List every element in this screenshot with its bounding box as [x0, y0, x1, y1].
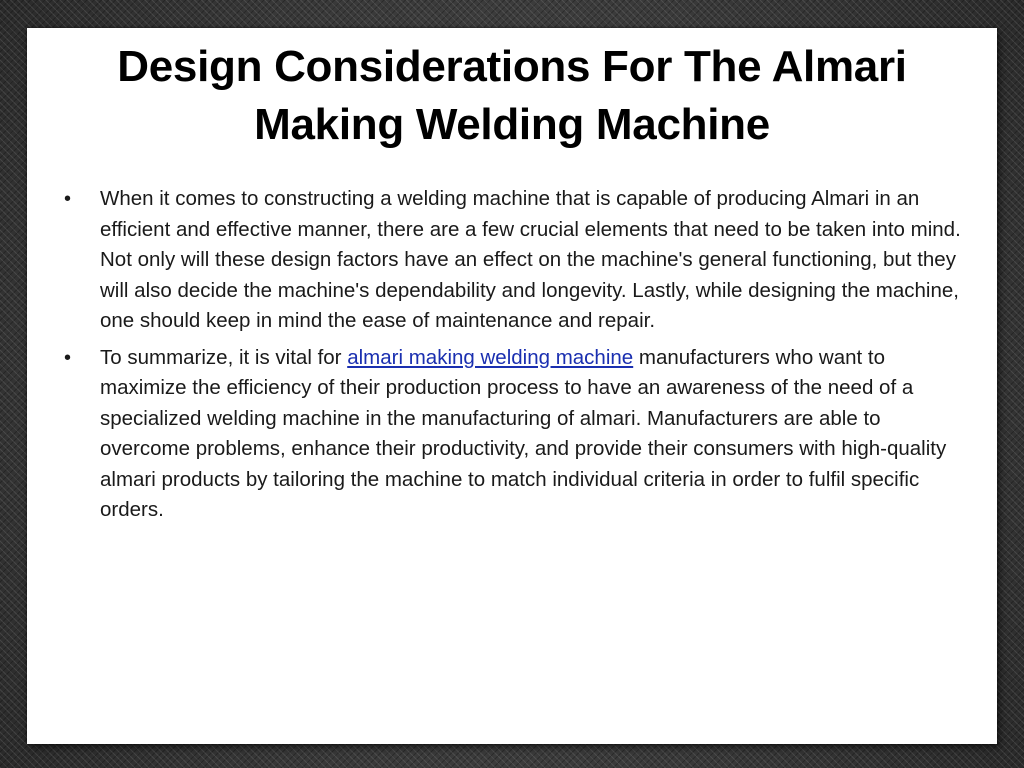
- bullet-icon: •: [64, 346, 72, 369]
- slide-title: [27, 38, 997, 154]
- bullet-text-after-link: manufacturers who want to maximize the efficiency of their production process to have an awareness of the need of a specialized welding machine in the manufacturing of almari. Manufacturers are able to overcome problems, enhance their productivity, and provide their consumers with high-quality almari products by tailoring the machine to match individual criteria in order to fulfil specific orders.: [100, 345, 947, 521]
- slide-title-line-2: Making Welding Machine: [254, 100, 770, 149]
- bullet-item-2: [64, 343, 964, 526]
- almari-welding-machine-link[interactable]: almari making welding machine: [347, 345, 634, 369]
- bullet-icon: •: [64, 188, 72, 210]
- slide-panel: [27, 28, 997, 744]
- bullet-text-before-link: To summarize, it is vital for: [100, 345, 348, 369]
- slide-title-line-1: Design Considerations For The Almari: [117, 42, 907, 91]
- bullet-list: [64, 184, 964, 532]
- bullet-text: When it comes to constructing a welding machine that is capable of producing Almari in an efficient and effective manner, there are a few crucial elements that need to be taken into mind. Not only will these design factors have an effect on the machine's general functioning, but they will also decide the machine's dependability and longevity. Lastly, while designing the machine, one should keep in mind the ease of maintenance and repair.: [100, 187, 961, 332]
- bullet-item-1: [64, 184, 964, 337]
